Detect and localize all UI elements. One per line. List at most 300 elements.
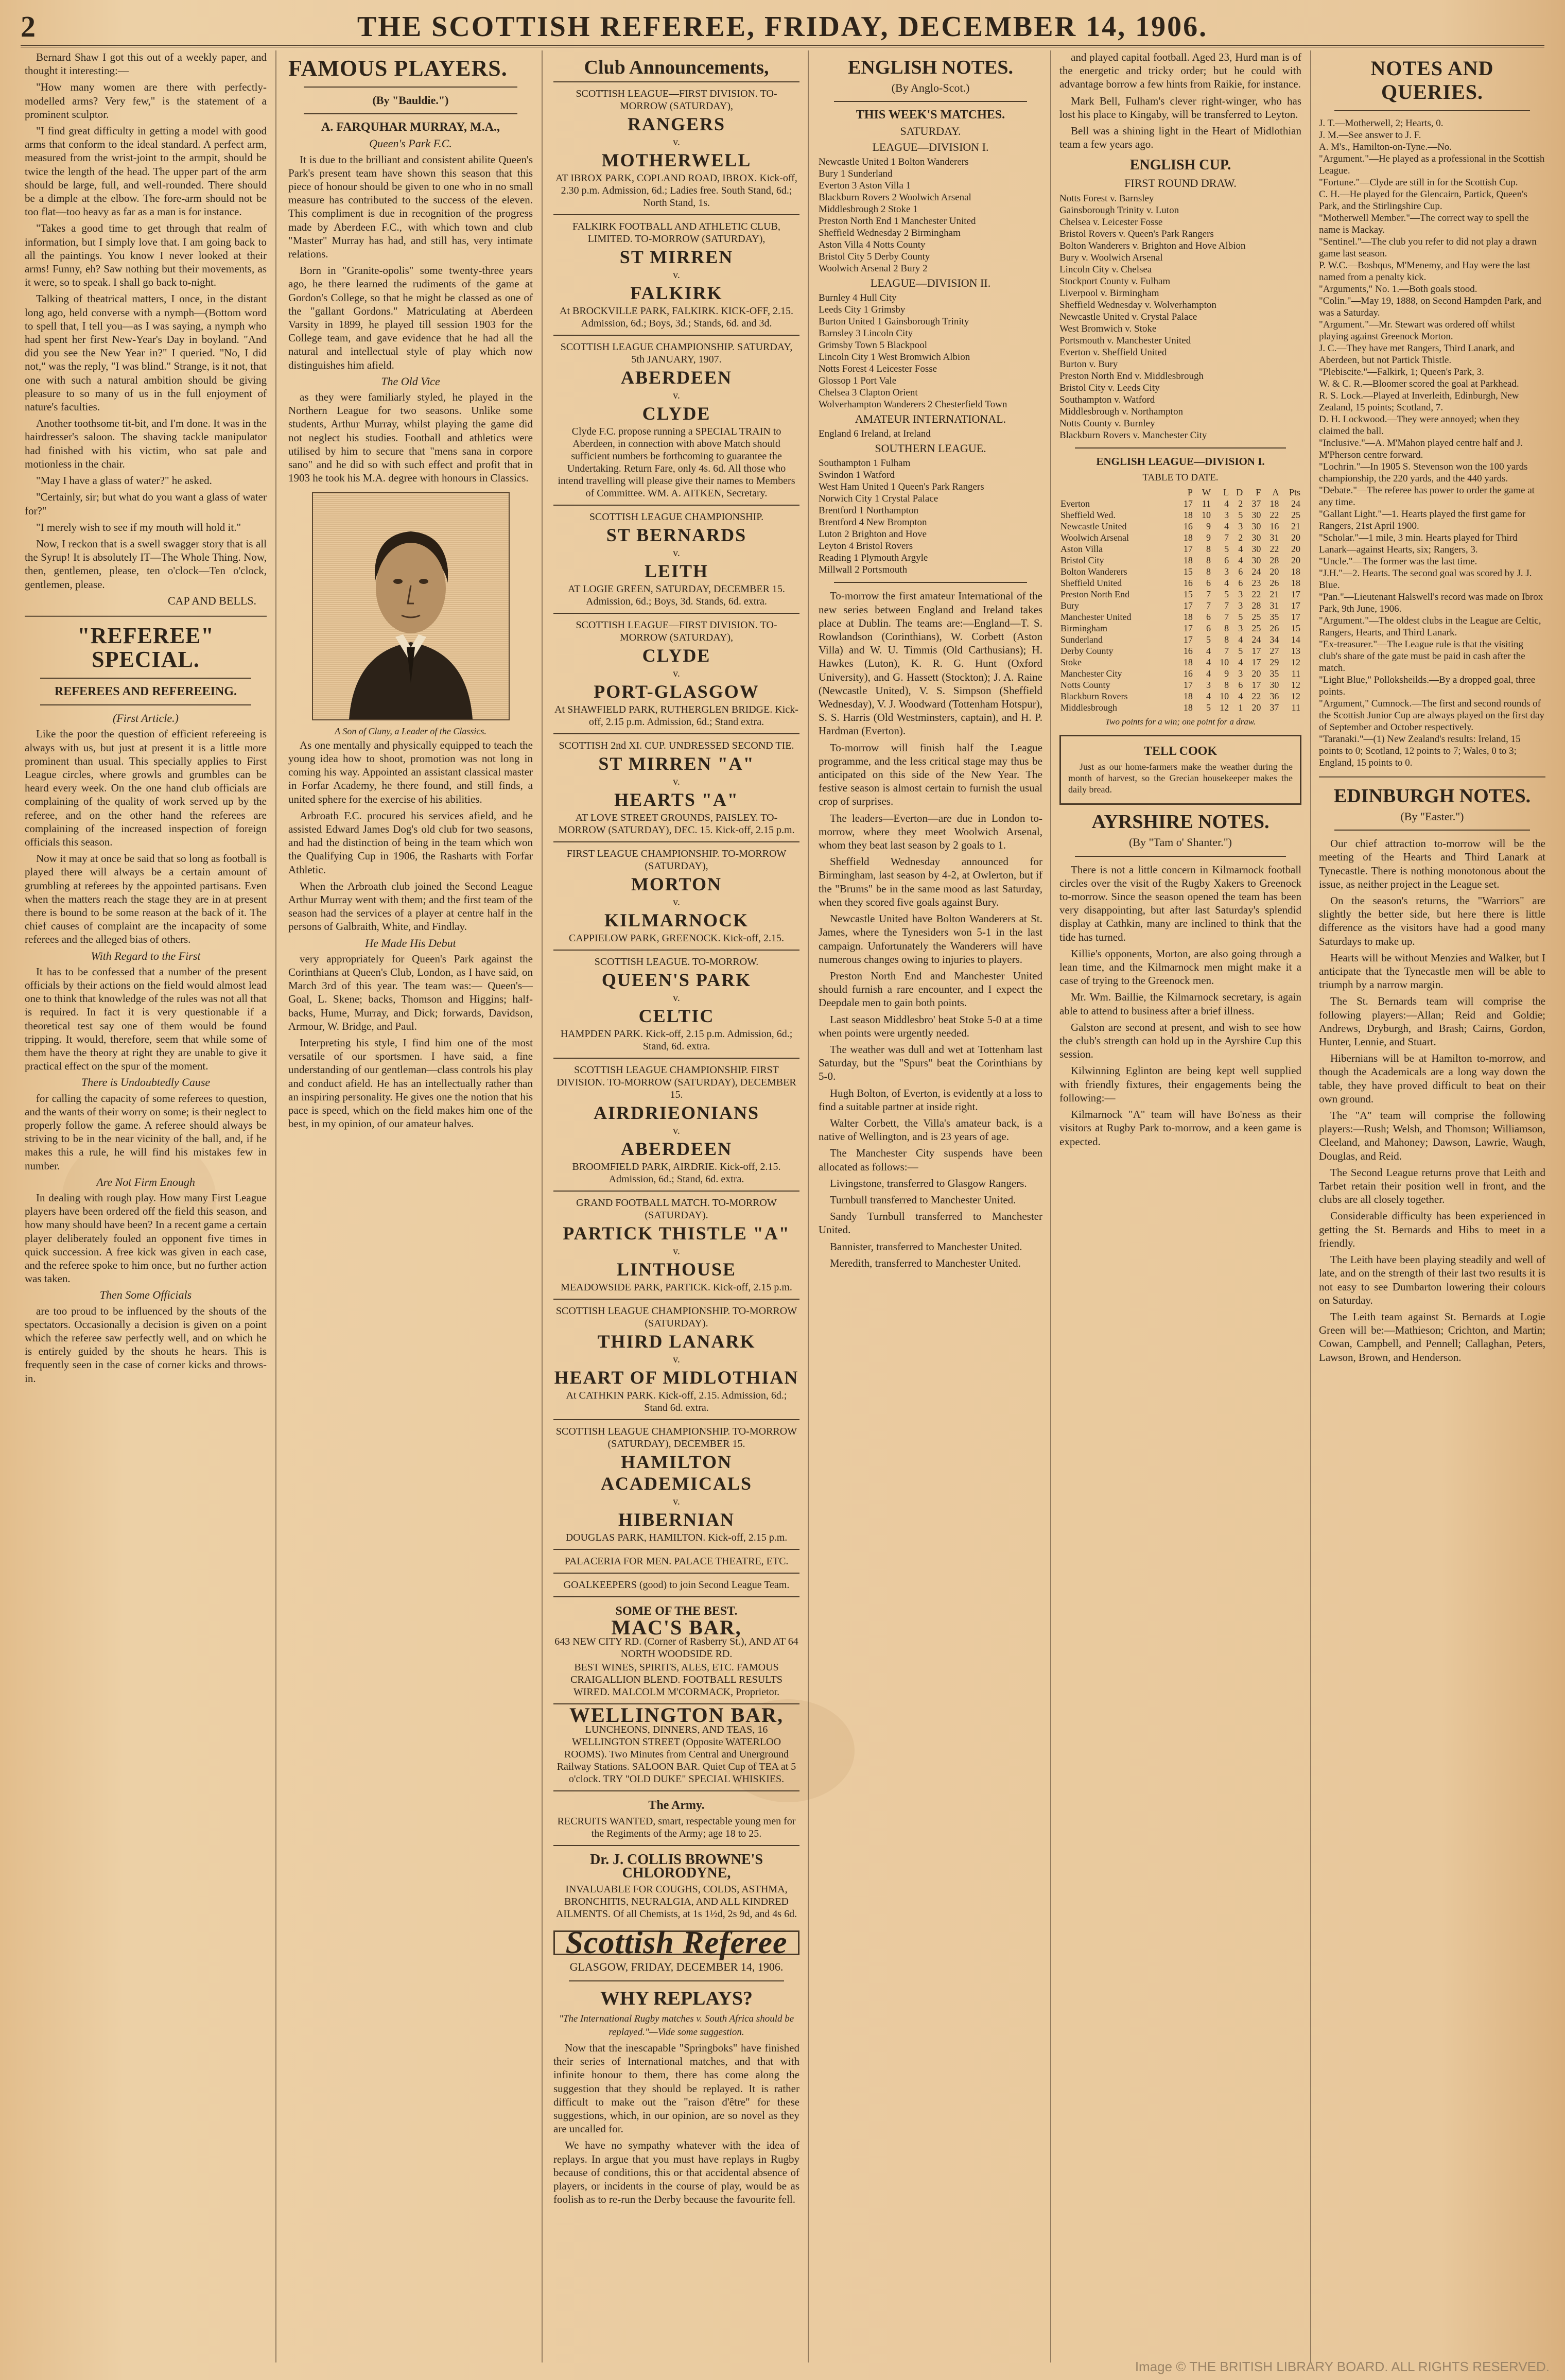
page-number: 2 (21, 10, 36, 43)
special-article (25, 727, 267, 946)
table-row (1059, 498, 1301, 509)
table-cell: 24 (1251, 566, 1261, 577)
column-rule (275, 50, 276, 2362)
team-name: HEART OF MIDLOTHIAN (554, 1367, 799, 1388)
table-cell: 4 (1238, 657, 1243, 668)
table-row (1059, 668, 1301, 679)
paragraph: We have no sympathy whatever with the idea of replays. In argue that you must have replays in Rugby because of conditions, this or that accidental absence of players, or incidents in the course of play, would be as foolish as to re-run the Derby because the favourite fell. (553, 2139, 799, 2206)
results-list (819, 457, 1042, 576)
table-cell: 5 (1224, 544, 1229, 555)
table-cell: 17 (1183, 680, 1193, 691)
list-item: "Argument."—The oldest clubs in the League are Celtic, Rangers, Hearts, and Third Lanark. (1319, 615, 1541, 638)
ad-name: The Army. (648, 1798, 705, 1812)
notes-queries-title: NOTES AND QUERIES. (1370, 57, 1494, 104)
lead-article (25, 50, 267, 591)
table-cell: 8 (1206, 566, 1211, 577)
list-item: Preston North End 1 Manchester United (819, 215, 976, 227)
list-item: Preston North End v. Middlesbrough (1059, 370, 1204, 382)
table-cell: 8 (1224, 634, 1229, 645)
ad-text: RECRUITS WANTED, smart, respectable young men for the Regiments of the Army; age 18 to 25. (557, 1815, 796, 1839)
table-cell: Woolwich Arsenal (1060, 532, 1129, 543)
ad-address: 643 NEW CITY RD. (Corner of Rasberry St.), AND AT 64 NORTH WOODSIDE RD. (554, 1636, 798, 1660)
column-3 (553, 50, 799, 2362)
table-cell: 18 (1183, 612, 1193, 623)
list-item: Aston Villa 4 Notts County (819, 239, 926, 250)
ad-detail: BROOMFIELD PARK, AIRDRIE. Kick-off, 2.15. Admission, 6d.; Stand, 6d. extra. (572, 1161, 781, 1185)
league-label: AMATEUR INTERNATIONAL. (855, 412, 1006, 426)
table-cell: Bristol City (1060, 555, 1104, 566)
table-cell: 18 (1183, 555, 1193, 566)
edinburgh-notes-body (1319, 837, 1545, 1364)
table-cell: 8 (1224, 680, 1229, 691)
table-cell: Newcastle United (1060, 521, 1127, 532)
league-label: SOUTHERN LEAGUE. (875, 442, 986, 455)
list-item: Leyton 4 Bristol Rovers (819, 541, 913, 552)
player-name: A. FARQUHAR MURRAY, M.A., (321, 120, 500, 134)
table-cell: Preston North End (1060, 589, 1129, 600)
table-cell: 11 (1202, 498, 1211, 509)
divider (304, 113, 517, 114)
team-name: PORT-GLASGOW (594, 681, 759, 702)
column-rule (542, 50, 543, 2362)
divider (40, 704, 251, 705)
list-item: Lincoln City 1 West Bromwich Albion (819, 352, 970, 363)
list-item: "Light Blue," Polloksheilds.—By a dropped goal, three points. (1319, 675, 1536, 697)
ad-text: INVALUABLE FOR COUGHS, COLDS, ASTHMA, BRONCHITIS, NEURALGIA, AND ALL KINDRED AILMENTS. Of all Chemists, at 1s 1½d, 2s 9d, and 4s 6d. (555, 1884, 797, 1920)
table-row (1059, 589, 1301, 600)
paragraph: very appropriately for Queen's Park against the Corinthians at Queen's Club, London, as I have said, on March 3rd of this year. The team was:— Queen's—Goal, L. Skene; backs, Thomson and Higgins; half-backs, Hume, Murray, and Dick; forwards, Davidson, Armour, W. Bridge, and Paul. (288, 952, 533, 1032)
paragraph: Now that the inescapable "Springboks" have finished their series of International matches, and that with infinite honour to them, there has come along the suggestion that they should be replayed. It is rather difficult to make out the "raison d'être" for these suggestions, which, in our opinion, are so novel as they are uncalled for. (553, 2042, 799, 2135)
table-cell: Sheffield Wed. (1060, 510, 1116, 521)
table-cell: 4 (1224, 521, 1229, 532)
table-cell: 16 (1183, 646, 1193, 657)
table-cell: 9 (1206, 521, 1211, 532)
paragraph: Born in "Granite-opolis" some twenty-three years ago, he there learned the rudiments of the game at Gordon's College, so that he might be classed as one of the "gallant Gordons." Matriculating at Aberdeen Varsity in 1899, he played till session 1903 for the College team, and gave evidence that he had all the natural and intellectual style of play which now distinguishes him afield. (288, 264, 533, 371)
list-item: Southampton v. Watford (1059, 394, 1155, 405)
table-header-cell: D (1236, 487, 1243, 498)
paragraph: as they were familiarly styled, he played in the Northern League for two seasons. Unlike some students, Arthur Murray, whilst playing the game did not neglect his studies. Football and athletics were utilised by him to secure that "mens sana in corpore sano" and he did so with such effect and profit that in 1903 he took his M.A. degree with honours in Classics. (288, 391, 533, 485)
table-cell: 21 (1291, 521, 1300, 532)
list-item: Sheffield Wednesday v. Wolverhampton (1059, 299, 1216, 311)
edinburgh-notes-title: EDINBURGH NOTES. (1333, 785, 1531, 807)
paragraph: Bell was a shining light in the Heart of Midlothian team a few years ago. (1059, 125, 1301, 151)
table-cell: 11 (1291, 702, 1300, 713)
ad-lead: SCOTTISH LEAGUE—FIRST DIVISION. TO-MORROW (SATURDAY), (576, 619, 777, 643)
list-item: Wolverhampton Wanderers 2 Chesterfield Town (819, 399, 1007, 410)
paragraph: Considerable difficulty has been experienced in getting the St. Bernards and Hibs to meet in a friendly. (1319, 1210, 1545, 1249)
table-row (1059, 657, 1301, 668)
table-cell: 7 (1224, 600, 1229, 611)
table-row (1059, 702, 1301, 713)
list-item: "Taranaki."—(1) New Zealand's results: Ireland, 15 points to 0; Scotland, 12 points to 7; Wales, 0 to 3; England, 15 points to 0. (1319, 734, 1521, 768)
english-notes-title: ENGLISH NOTES. (848, 57, 1013, 78)
paragraph: In dealing with rough play. How many First League players have been ordered off the field this season, and how many should have been? In a recent game a certain player deliberately fouled an opponent five times in quick succession. A free kick was given in each case, and the referee spoke to him once, but no further action was taken. (25, 1192, 267, 1285)
paragraph: Sandy Turnbull transferred to Manchester United. (819, 1210, 1042, 1236)
table-cell: 17 (1291, 589, 1300, 600)
list-item: Everton 3 Aston Villa 1 (819, 180, 911, 191)
ad-lead: SCOTTISH LEAGUE. TO-MORROW. (594, 956, 759, 968)
team-name: ABERDEEN (620, 367, 733, 388)
table-cell: Everton (1060, 498, 1090, 509)
table-cell: 4 (1224, 498, 1229, 509)
paragraph: Last season Middlesbro' beat Stoke 5-0 at a time when points were urgently needed. (819, 1013, 1042, 1039)
paragraph: Hibernians will be at Hamilton to-morrow, and though the Academicals are a long way down the table, they have proved difficult to beat on their own ground. (1319, 1052, 1545, 1105)
league-label: LEAGUE—DIVISION I. (872, 140, 989, 153)
table-cell: 10 (1201, 510, 1211, 521)
team-name: CELTIC (638, 1006, 715, 1026)
table-cell: 8 (1206, 555, 1211, 566)
paragraph: Bernard Shaw I got this out of a weekly paper, and thought it interesting:— (25, 51, 267, 77)
table-cell: 20 (1270, 566, 1279, 577)
ad-detail: HAMPDEN PARK. Kick-off, 2.15 p.m. Admission, 6d.; Stand, 6d. extra. (560, 1028, 793, 1052)
table-cell: Manchester United (1060, 612, 1132, 623)
team-name: ST MIRREN "A" (598, 753, 755, 774)
list-item: Middlesbrough 2 Stoke 1 (819, 203, 918, 215)
table-cell: Manchester City (1060, 668, 1122, 679)
paragraph: There is not a little concern in Kilmarnock football circles over the visit of the Rugby Xakers to Greenock to-morrow. Since the season opened the team has been very disappointing, but after last Saturday's splendid display at Cathkin, many are inclined to think that the tide has turned. (1059, 863, 1301, 943)
club-ad (553, 335, 799, 505)
table-note: Two points for a win; one point for a draw. (1105, 717, 1256, 727)
ad-name: Dr. J. COLLIS BROWNE'S CHLORODYNE, (590, 1851, 763, 1882)
byline: (By Anglo-Scot.) (891, 81, 970, 94)
table-row (1059, 645, 1301, 657)
list-item: Notts Forest 4 Leicester Fosse (819, 364, 937, 375)
versus: v. (673, 1246, 680, 1257)
ad-lead: SCOTTISH 2nd XI. CUP. UNDRESSED SECOND TIE. (559, 740, 794, 751)
table-header-cell: Pts (1289, 487, 1300, 498)
table-cell: 17 (1251, 646, 1261, 657)
table-header-cell: F (1256, 487, 1261, 498)
paragraph: The weather was dull and wet at Tottenham last Saturday, but the "Spurs" beat the Corinthians by 5-0. (819, 1043, 1042, 1083)
table-cell: 3 (1238, 623, 1243, 634)
ad-lead: GRAND FOOTBALL MATCH. TO-MORROW (SATURDAY). (576, 1197, 777, 1221)
special-title: "REFEREE" SPECIAL. (77, 623, 214, 672)
list-item: "Argument."—Mr. Stewart was ordered off whilst playing against Greenock Morton. (1319, 319, 1515, 342)
list-item: Sheffield Wednesday 2 Birmingham (819, 227, 961, 238)
ad-text: PALACERIA FOR MEN. PALACE THEATRE, ETC. (564, 1556, 789, 1567)
divider (40, 678, 251, 679)
team-name: AIRDRIEONIANS (593, 1102, 760, 1123)
club-ad (553, 81, 799, 214)
paragraph: "I find great difficulty in getting a model with good arms that conform to the ideal standard. A perfect arm, measured from the wrist-joint to the armpit, should be twice the length of the head. The upper part of the arm should be large, full, and well-rounded. There should be a dimple at the elbow. The fore-arm should not be too flat—too heavy as far as a man is for instance. (25, 125, 267, 218)
club-ad (553, 1191, 799, 1299)
ad-lead: SOME OF THE BEST. (615, 1605, 738, 1618)
subhead: He Made His Debut (365, 936, 456, 950)
table-cell: Bolton Wanderers (1060, 566, 1127, 577)
list-item: Woolwich Arsenal 2 Bury 2 (819, 263, 928, 274)
paragraph: Meredith, transferred to Manchester United. (830, 1256, 1021, 1269)
ad-detail: At CATHKIN PARK. Kick-off, 2.15. Admission, 6d.; Stand 6d. extra. (566, 1390, 787, 1413)
table-cell: 20 (1291, 544, 1300, 555)
team-name: ST BERNARDS (606, 525, 747, 545)
divider (569, 1980, 784, 1981)
table-row (1059, 623, 1301, 634)
paragraph: for calling the capacity of some referees to question, and the wants of their worry on some; is their neglect to properly follow the game. A referee should always be striving to be in the near vicinity of the ball, and, if he makes this a rule, he will find his mistakes few in number. (25, 1092, 267, 1172)
table-row (1059, 634, 1301, 645)
list-item: Notts County v. Burnley (1059, 418, 1155, 429)
table-row (1059, 611, 1301, 623)
list-item: "Plebiscite."—Falkirk, 1; Queen's Park, 3. (1319, 367, 1484, 377)
table-cell: 22 (1270, 510, 1279, 521)
table-cell: 17 (1183, 544, 1193, 555)
paragraph: To-morrow will finish half the League programme, and the less critical stage may thus be anticipated on this side of the New Year. The festive season is almost certain to furnish the usual crop of surprises. (819, 741, 1042, 808)
table-cell: 5 (1238, 612, 1243, 623)
club-ad (553, 1419, 799, 1549)
ad-detail: Clyde F.C. propose running a SPECIAL TRAIN to Aberdeen, in connection with above Match should sufficient numbers be forthcoming to guarantee the Undertaking. Return Fare, only 4s. 6d. All those who intend travelling will please give their names to Members of Committee. WM. A. AITKEN, Secretary. (558, 426, 795, 499)
paragraph: "May I have a glass of water?" he asked. (36, 474, 212, 487)
club-ad (553, 841, 799, 950)
ad-text: LUNCHEONS, DINNERS, AND TEAS, 16 WELLINGTON STREET (Opposite WATERLOO ROOMS). Two Minutes from Central and Unerground Railway Stations. SALOON BAR. Quiet Cup of TEA at 5 o'clock. TRY "OLD DUKE" SPECIAL WHISKIES. (557, 1723, 796, 1785)
table-cell: 4 (1238, 555, 1243, 566)
paragraph: Now it may at once be said that so long as football is played there will always be a certain amount of grumbling at referees by the appointed partisans. Even when the matters reach the stage they are in at present there is bound to be some reason at the back of it. The chief causes of complaint are the incapacity of some referees and the alleged bias of others. (25, 852, 267, 946)
ad-detail: At SHAWFIELD PARK, RUTHERGLEN BRIDGE. Kick-off, 2.15 p.m. Admission, 6d.; Stand extra. (554, 704, 798, 728)
table-cell: 13 (1291, 646, 1300, 657)
paragraph: Mr. Wm. Baillie, the Kilmarnock secretary, is again able to attend to business after a brief illness. (1059, 991, 1301, 1017)
article-body (288, 738, 533, 934)
image-credit: Image © THE BRITISH LIBRARY BOARD. ALL RIGHTS RESERVED. (1135, 2359, 1550, 2374)
list-item: "Motherwell Member."—The correct way to spell the name is Mackay. (1319, 213, 1529, 235)
team-name: FALKIRK (630, 283, 723, 303)
table-cell: 31 (1270, 600, 1279, 611)
list-item: "J.H."—2. Hearts. The second goal was scored by J. J. Blue. (1319, 568, 1532, 591)
paragraph: Walter Corbett, the Villa's amateur back, is a native of Wellington, and is 23 years of age. (819, 1116, 1042, 1143)
column-6 (1319, 50, 1545, 2362)
table-cell: 17 (1251, 657, 1261, 668)
table-cell: 4 (1206, 668, 1211, 679)
table-row (1059, 577, 1301, 589)
list-item: "Scholar."—1 mile, 3 min. Hearts played for Third Lanark—against Hearts, six; Rangers, 3. (1319, 532, 1518, 555)
ad-detail: AT LOVE STREET GROUNDS, PAISLEY. TO-MORROW (SATURDAY), DEC. 15. Kick-off, 2.15 p.m. (558, 812, 795, 836)
ayrshire-notes-body (1059, 863, 1301, 1148)
table-cell: 18 (1291, 566, 1300, 577)
list-item: Bristol City v. Leeds City (1059, 382, 1160, 393)
paragraph: Preston North End and Manchester United should furnish a rare encounter, and I expect the Deepdale men to gain both points. (819, 969, 1042, 1009)
list-item: "Uncle."—The former was the last time. (1319, 556, 1477, 567)
list-item: Glossop 1 Port Vale (819, 375, 897, 387)
table-cell: 25 (1251, 612, 1261, 623)
ad-detail: DOUGLAS PARK, HAMILTON. Kick-off, 2.15 p.m. (565, 1532, 788, 1543)
small-ad (553, 1549, 799, 1573)
english-cup-title: ENGLISH CUP. (1129, 157, 1231, 174)
cup-draw-list (1059, 193, 1301, 441)
table-cell: 17 (1291, 600, 1300, 611)
versus: v. (673, 896, 680, 908)
table-cell: 9 (1224, 668, 1229, 679)
club-ad (553, 1299, 799, 1419)
table-cell: 17 (1183, 634, 1193, 645)
table-cell: 6 (1238, 680, 1243, 691)
table-header-cell (1059, 487, 1176, 498)
table-cell: 25 (1291, 510, 1300, 521)
team-name: RANGERS (627, 114, 726, 134)
list-item: Liverpool v. Birmingham (1059, 287, 1159, 299)
table-cell: 3 (1238, 589, 1243, 600)
paragraph: It has to be confessed that a number of the present officials by their actions on the field would almost lead one to think that knowledge of the rules was not all that is required. In fact it is very questionable if a theoretical test say one of them would be found tripping. It would, therefore, seem that while some of them have the theory at right they are unable to give it practical effect on the spur of the moment. (25, 965, 267, 1073)
team-name: KILMARNOCK (604, 910, 749, 930)
table-cell: 18 (1183, 532, 1193, 543)
table-cell: 26 (1270, 578, 1279, 589)
table-cell: 28 (1251, 600, 1261, 611)
ad-detail: AT LOGIE GREEN, SATURDAY, DECEMBER 15. Admission, 6d.; Boys, 3d. Stands, 6d. extra. (568, 583, 785, 607)
masthead: THE SCOTTISH REFEREE, FRIDAY, DECEMBER 14, 1906. (357, 11, 1208, 43)
list-item: J. T.—Motherwell, 2; Hearts, 0. (1319, 118, 1444, 129)
portrait-illustration (313, 493, 509, 719)
table-cell: 23 (1251, 578, 1261, 589)
paragraph: Mark Bell, Fulham's clever right-winger, who has lost his place to Kingaby, will be transferred to Leyton. (1059, 94, 1301, 120)
table-cell: Middlesbrough (1060, 702, 1117, 713)
list-item: Newcastle United v. Crystal Palace (1059, 311, 1197, 322)
table-cell: 3 (1238, 668, 1243, 679)
table-cell: 10 (1220, 657, 1229, 668)
list-item: "Debate."—The referee has power to order the game at any time. (1319, 485, 1535, 508)
column-4 (819, 50, 1042, 2362)
divider (1334, 830, 1530, 831)
team-name: MOTHERWELL (601, 150, 752, 170)
table-cell: 6 (1224, 555, 1229, 566)
table-header (1059, 487, 1301, 498)
team-name: LEITH (644, 561, 709, 581)
results-list (819, 428, 1042, 440)
ad-lead: SCOTTISH LEAGUE CHAMPIONSHIP. TO-MORROW (SATURDAY), DECEMBER 15. (555, 1426, 797, 1450)
paragraph: Livingstone, transferred to Glasgow Rangers. (830, 1177, 1027, 1189)
army-ad (553, 1790, 799, 1845)
table-title: ENGLISH LEAGUE—DIVISION I. (1096, 455, 1265, 468)
club-ad (553, 613, 799, 733)
table-cell: 37 (1270, 702, 1279, 713)
paragraph: and played capital football. Aged 23, Hurd man is of the energetic and tricky order; but he could with advantage borrow a few hints from Raikie, for instance. (1059, 51, 1301, 91)
versus: v. (673, 269, 680, 281)
paragraph: Hugh Bolton, of Everton, is evidently at a loss to find a suitable partner at inside right. (819, 1086, 1042, 1113)
team-name: LINTHOUSE (616, 1259, 737, 1280)
table-cell: 25 (1251, 623, 1261, 634)
list-item: Burnley 4 Hull City (819, 292, 897, 304)
table-cell: 22 (1251, 589, 1261, 600)
list-item: J. M.—See answer to J. F. (1319, 130, 1421, 141)
list-item: Millwall 2 Portsmouth (819, 564, 908, 576)
table-cell: 17 (1183, 600, 1193, 611)
list-item: Middlesbrough v. Northampton (1059, 406, 1183, 417)
paragraph: Galston are second at present, and wish to see how the club's strength can hold up in the Ayrshire Cup this session. (1059, 1021, 1301, 1061)
table-cell: 20 (1291, 555, 1300, 566)
table-cell: 3 (1224, 510, 1229, 521)
versus: v. (673, 776, 680, 787)
table-cell: 3 (1206, 680, 1211, 691)
table-cell: 18 (1183, 702, 1193, 713)
table-cell: 16 (1183, 521, 1193, 532)
english-notes-body (819, 589, 1042, 1270)
list-item: "Lochrin."—In 1905 S. Stevenson won the 100 yards championship, the 220 yards, and the 440 yards. (1319, 461, 1528, 484)
list-item: Bristol Rovers v. Queen's Park Rangers (1059, 228, 1214, 239)
paragraph: As one mentally and physically equipped to teach the young idea how to shoot, promotion was not long in coming his way. Appointed an assistant classical master in Forfar Academy, he there found, and still finds, a united sphere for the exercise of his abilities. (288, 738, 533, 805)
versus: v. (673, 390, 680, 401)
table-cell: 6 (1206, 623, 1211, 634)
versus: v. (673, 1354, 680, 1365)
list-item: Barnsley 3 Lincoln City (819, 328, 913, 339)
list-item: "Sentinel."—The club you refer to did not play a drawn game last season. (1319, 236, 1537, 259)
list-item: Chelsea 3 Clapton Orient (819, 387, 918, 399)
list-item: "Colin."—May 19, 1888, on Second Hampden Park, and was a Saturday. (1319, 296, 1541, 318)
table-cell: 30 (1251, 555, 1261, 566)
table-cell: 22 (1270, 544, 1279, 555)
table-row (1059, 600, 1301, 611)
table-cell: Birmingham (1060, 623, 1107, 634)
table-cell: 15 (1291, 623, 1300, 634)
signoff: CAP AND BELLS. (167, 594, 256, 607)
paragraph: "Certainly, sir; but what do you want a glass of water for?" (25, 491, 267, 517)
subhead: With Regard to the First (91, 949, 201, 962)
club-ad (553, 505, 799, 613)
divider (1075, 447, 1286, 449)
table-cell: 16 (1183, 578, 1193, 589)
paragraph: Arbroath F.C. procured his services afield, and he assisted Edward James Dog's old club for two seasons, and had the distinction of being in the team which won the Qualifying Cup in 1906, the Rasharts with Forfar Athletic. (288, 809, 533, 876)
table-subtitle: TABLE TO DATE. (1142, 472, 1219, 483)
paragraph: "How many women are there with perfectly-modelled arms? Very few," is the statement of a prominent sculptor. (25, 81, 267, 120)
list-item: Luton 2 Brighton and Hove (819, 529, 927, 540)
league-table (1059, 487, 1301, 713)
table-cell: 16 (1183, 668, 1193, 679)
table-cell: 11 (1291, 668, 1300, 679)
player-club: Queen's Park F.C. (369, 137, 452, 150)
table-header-cell: P (1187, 487, 1193, 498)
subhead: The Old Vice (381, 374, 440, 388)
paragraph: The Leith team against St. Bernards at Logie Green will be:—Mathieson; Crichton, and Martin; Cowan, Campbell, and Pennell; Callaghan, Peters, Lawson, Brown, and Henderson. (1319, 1310, 1545, 1364)
list-item: Bury 1 Sunderland (819, 168, 893, 179)
paragraph: The leaders—Everton—are due in London to-morrow, where they meet Woolwich Arsenal, whom they beat last season by 2 goals to 1. (819, 812, 1042, 852)
club-ad (553, 1058, 799, 1191)
table-row (1059, 691, 1301, 702)
list-item: West Bromwich v. Stoke (1059, 323, 1157, 334)
list-item: Everton v. Sheffield United (1059, 347, 1167, 358)
table-cell: 12 (1291, 680, 1300, 691)
table-cell: 7 (1224, 612, 1229, 623)
table-cell: 10 (1220, 691, 1229, 702)
list-item: R. S. Lock.—Played at Inverleith, Edinburgh, New Zealand, 15 points; Scotland, 7. (1319, 390, 1519, 413)
paragraph: To-morrow the first amateur International of the new series between England and Ireland takes place at Dublin. The teams are:—England—T. S. Rowlandson (Corinthians), W. Corbett (Aston Villa) and W. U. Timmis (Old Carthusians); H. Hawkes (Luton), K. R. G. Hunt (Oxford University), and G. Hassett (Stockton); J. A. Raine (Newcastle United), V. S. Simpson (Sheffield Wednesday), V. J. Woodward (Tottenham Hotspur), S. S. Harris (Old Westminsters, captain), and H. P. Hardman (Everton). (819, 590, 1042, 737)
list-item: "Pan."—Lieutenant Halswell's record was made on Ibrox Park, 9th June, 1906. (1319, 592, 1543, 614)
table-row (1059, 521, 1301, 532)
table-cell: 4 (1206, 691, 1211, 702)
list-item: Burton United 1 Gainsborough Trinity (819, 316, 969, 327)
table-cell: Aston Villa (1060, 544, 1103, 555)
list-item: C. H.—He played for the Glencairn, Partick, Queen's Park, and the Stirlingshire Cup. (1319, 189, 1527, 212)
list-item: W. & C. R.—Bloomer scored the goal at Parkhead. (1319, 378, 1519, 389)
table-cell: 18 (1270, 498, 1279, 509)
table-cell: 5 (1238, 510, 1243, 521)
table-cell: 34 (1270, 634, 1279, 645)
list-item: Brentford 4 New Brompton (819, 517, 927, 528)
table-cell: 6 (1238, 566, 1243, 577)
queries-list (1319, 117, 1545, 769)
table-cell: Bury (1060, 600, 1079, 611)
special-subtitle: REFEREES AND REFEREEING. (54, 684, 237, 698)
table-cell: Stoke (1060, 657, 1082, 668)
paragraph: Hearts will be without Menzies and Walker, but I anticipate that the Tynecastle men will be able to triumph by a narrow margin. (1319, 951, 1545, 991)
paragraph: The St. Bernards team will comprise the following players:—Allan; Reid and Goldie; Andrews, Dryburgh, and Brash; Cairns, Gordon, Hunter, Lennie, and Stuart. (1319, 995, 1545, 1048)
table-cell: 8 (1224, 623, 1229, 634)
paragraph: "I merely wish to see if my mouth will hold it." (36, 521, 241, 533)
table-cell: 18 (1183, 691, 1193, 702)
leader-body (553, 2041, 799, 2206)
paragraph: Talking of theatrical matters, I once, in the distant long ago, held converse with a nymph—(Bottom word to spell that, I tell you—as I was saying, a nymph who had spent her first New-Year's Day in boyland. "And did you see the New Year in?" I queried. "No, I did not," was the reply, "I was blind." Strange, is it not, that one with such a natural ambition should be giving pleasure to so many of us in the full enjoyment of nature's faculties. (25, 292, 267, 413)
list-item: England 6 Ireland, at Ireland (819, 428, 931, 440)
team-name: THIRD LANARK (597, 1331, 756, 1352)
table-cell: 4 (1206, 657, 1211, 668)
team-name: MORTON (631, 874, 722, 894)
paragraph: Kilwinning Eglinton are being kept well supplied with friendly fixtures, their engagements being the following:— (1059, 1064, 1301, 1104)
ad-lead: SCOTTISH LEAGUE CHAMPIONSHIP. (589, 511, 764, 523)
table-cell: 7 (1224, 532, 1229, 543)
ad-lead: FALKIRK FOOTBALL AND ATHLETIC CLUB, LIMITED. TO-MORROW (SATURDAY), (572, 221, 780, 245)
